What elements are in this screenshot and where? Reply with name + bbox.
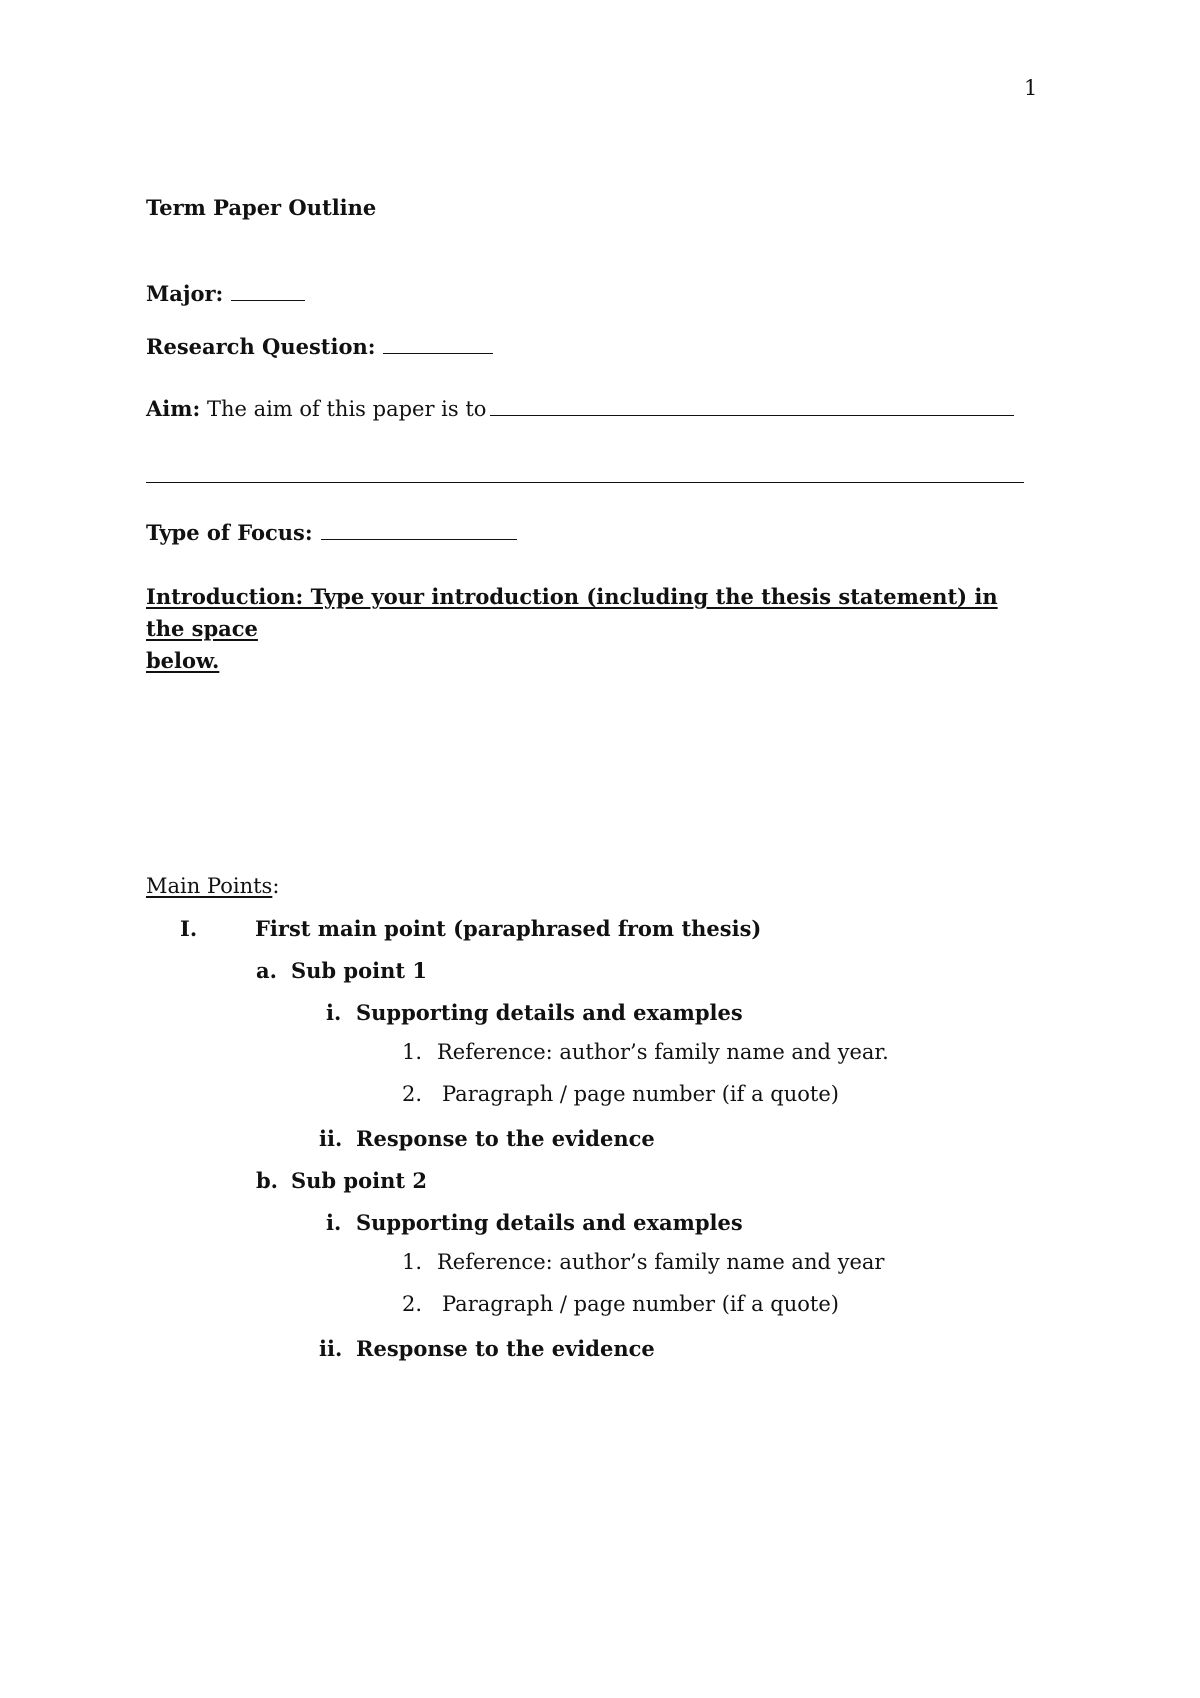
sub-b-ref-2-text: Paragraph / page number (if a quote) <box>442 1292 839 1316</box>
sub-point-a-marker: a. <box>256 958 277 983</box>
major-field <box>146 281 305 306</box>
research-question-label: Research Question: <box>146 334 376 359</box>
introduction-instructions <box>146 581 1036 677</box>
sub-a-ref-1-marker: 1. <box>402 1040 423 1064</box>
introduction-line-2: below. <box>146 648 220 673</box>
major-label: Major: <box>146 281 224 306</box>
sub-point-a-text: Sub point 1 <box>291 958 427 983</box>
sub-a-i-marker: i. <box>326 1000 342 1025</box>
sub-b-ref-2-marker: 2. <box>402 1292 423 1316</box>
research-question-blank[interactable] <box>383 335 493 354</box>
sub-point-b-text: Sub point 2 <box>291 1168 427 1193</box>
main-points-heading <box>146 874 279 899</box>
sub-b-ref-1-text: Reference: author’s family name and year <box>437 1250 885 1274</box>
introduction-line-1: Introduction: Type your introduction (including the thesis statement) in the space <box>146 584 998 641</box>
type-of-focus-label: Type of Focus: <box>146 520 313 545</box>
aim-continuation-line[interactable] <box>146 482 1024 483</box>
sub-point-b-marker: b. <box>256 1168 278 1193</box>
document-title: Term Paper Outline <box>146 195 377 220</box>
sub-a-i-text: Supporting details and examples <box>356 1000 743 1025</box>
sub-a-ii-text: Response to the evidence <box>356 1126 655 1151</box>
aim-label: Aim: <box>146 396 201 421</box>
page-number: 1 <box>1024 76 1038 100</box>
sub-b-i-marker: i. <box>326 1210 342 1235</box>
sub-a-ref-2-marker: 2. <box>402 1082 423 1106</box>
aim-blank[interactable] <box>490 397 1014 416</box>
research-question-field <box>146 334 493 359</box>
sub-a-ref-1-text: Reference: author’s family name and year. <box>437 1040 889 1064</box>
sub-a-ref-2-text: Paragraph / page number (if a quote) <box>442 1082 839 1106</box>
point-1-text: First main point (paraphrased from thesis) <box>255 916 762 941</box>
main-points-label: Main Points <box>146 874 273 898</box>
sub-b-i-text: Supporting details and examples <box>356 1210 743 1235</box>
sub-b-ii-text: Response to the evidence <box>356 1336 655 1361</box>
type-of-focus-blank[interactable] <box>321 521 517 540</box>
aim-field <box>146 396 1014 422</box>
sub-b-ii-marker: ii. <box>319 1336 343 1361</box>
major-blank[interactable] <box>231 282 305 301</box>
sub-b-ref-1-marker: 1. <box>402 1250 423 1274</box>
type-of-focus-field <box>146 520 517 545</box>
point-1-marker: I. <box>180 916 198 941</box>
main-points-colon: : <box>272 874 280 898</box>
sub-a-ii-marker: ii. <box>319 1126 343 1151</box>
aim-text: The aim of this paper is to <box>206 397 487 421</box>
